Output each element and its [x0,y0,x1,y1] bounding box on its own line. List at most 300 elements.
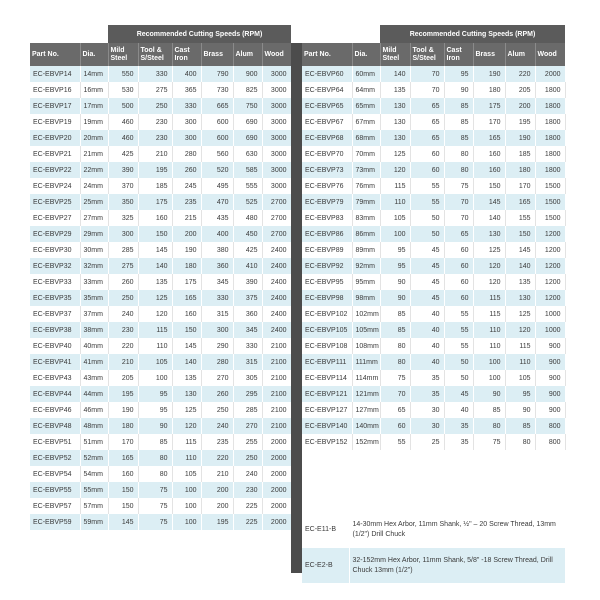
rpm-cell: 1800 [535,98,565,114]
rpm-cell: 105 [505,370,535,386]
rpm-cell: 200 [201,482,233,498]
part-number-cell: EC-EBVP121 [302,386,352,402]
rpm-cell: 3000 [262,82,291,98]
diameter-cell: 105mm [352,322,380,338]
table-row [30,386,291,402]
rpm-cell: 50 [444,354,473,370]
table-row [30,466,291,482]
rpm-cell: 80 [138,450,172,466]
rpm-cell: 160 [108,466,138,482]
rpm-cell: 230 [138,130,172,146]
part-number-cell: EC-EBVP21 [30,146,80,162]
rpm-cell: 245 [172,178,201,194]
rpm-cell: 165 [172,290,201,306]
rpm-cell: 345 [201,274,233,290]
rpm-cell: 260 [172,162,201,178]
rpm-cell: 65 [380,402,410,418]
table-row [30,114,291,130]
diameter-cell: 152mm [352,434,380,450]
rpm-cell: 3000 [262,162,291,178]
right-col-header: Cast Iron [444,43,473,66]
table-row [30,482,291,498]
part-number-cell: EC-EBVP127 [302,402,352,418]
rpm-cell: 65 [410,114,444,130]
rpm-cell: 120 [505,322,535,338]
rpm-cell: 110 [473,338,505,354]
part-number-cell: EC-EBVP60 [302,66,352,82]
rpm-cell: 3000 [262,114,291,130]
rpm-cell: 330 [233,338,262,354]
rpm-cell: 585 [233,162,262,178]
table-row [302,82,565,98]
rpm-cell: 60 [444,274,473,290]
left-col-header: Cast Iron [172,43,201,66]
right-col-header: Tool & S/Steel [410,43,444,66]
part-number-cell: EC-EBVP89 [302,242,352,258]
part-number-cell: EC-EBVP152 [302,434,352,450]
rpm-cell: 3000 [262,98,291,114]
rpm-cell: 1800 [535,146,565,162]
rpm-cell: 2400 [262,290,291,306]
rpm-cell: 3000 [262,146,291,162]
rpm-cell: 240 [108,306,138,322]
rpm-cell: 220 [108,338,138,354]
rpm-cell: 130 [380,98,410,114]
rpm-cell: 40 [410,354,444,370]
part-number-cell: EC-EBVP33 [30,274,80,290]
rpm-cell: 80 [444,146,473,162]
rpm-cell: 300 [172,130,201,146]
rpm-cell: 220 [505,66,535,82]
rpm-cell: 250 [233,450,262,466]
rpm-cell: 110 [380,194,410,210]
rpm-cell: 55 [380,434,410,450]
rpm-cell: 90 [505,402,535,418]
rpm-cell: 135 [138,274,172,290]
rpm-cell: 100 [380,226,410,242]
table-row [302,418,565,434]
rpm-cell: 1000 [535,306,565,322]
rpm-cell: 40 [444,402,473,418]
table-row [30,306,291,322]
rpm-cell: 160 [138,210,172,226]
right-col-header: Brass [473,43,505,66]
part-number-cell: EC-EBVP44 [30,386,80,402]
table-row [30,178,291,194]
rpm-cell: 110 [473,322,505,338]
part-number-cell: EC-EBVP17 [30,98,80,114]
rpm-cell: 75 [473,434,505,450]
rpm-cell: 95 [380,258,410,274]
rpm-cell: 900 [535,354,565,370]
rpm-cell: 230 [233,482,262,498]
rpm-cell: 115 [473,306,505,322]
part-number-cell: EC-EBVP54 [30,466,80,482]
rpm-cell: 135 [380,82,410,98]
rpm-cell: 125 [172,402,201,418]
diameter-cell: 68mm [352,130,380,146]
rpm-cell: 85 [444,114,473,130]
table-row [302,386,565,402]
rpm-cell: 450 [233,226,262,242]
diameter-cell: 38mm [80,322,108,338]
rpm-cell: 90 [138,418,172,434]
rpm-cell: 145 [505,242,535,258]
diameter-cell: 92mm [352,258,380,274]
rpm-cell: 195 [138,162,172,178]
rpm-cell: 150 [505,226,535,242]
note-part-number: EC-E2-B [302,548,349,583]
rpm-cell: 150 [108,482,138,498]
rpm-cell: 105 [172,466,201,482]
diameter-cell: 48mm [80,418,108,434]
rpm-cell: 155 [505,210,535,226]
rpm-cell: 325 [108,210,138,226]
diameter-cell: 32mm [80,258,108,274]
right-col-header: Dia. [352,43,380,66]
rpm-cell: 60 [410,162,444,178]
rpm-cell: 180 [505,162,535,178]
rpm-cell: 180 [172,258,201,274]
rpm-cell: 2000 [262,434,291,450]
rpm-cell: 85 [505,418,535,434]
diameter-cell: 54mm [80,466,108,482]
rpm-cell: 285 [233,402,262,418]
table-row [30,226,291,242]
rpm-cell: 560 [201,146,233,162]
table-row [30,162,291,178]
rpm-cell: 130 [172,386,201,402]
diameter-cell: 37mm [80,306,108,322]
rpm-cell: 330 [201,290,233,306]
rpm-cell: 235 [172,194,201,210]
diameter-cell: 16mm [80,82,108,98]
rpm-cell: 180 [473,82,505,98]
diameter-cell: 76mm [352,178,380,194]
rpm-cell: 95 [505,386,535,402]
panel-divider [291,43,302,573]
table-row [30,242,291,258]
rpm-cell: 90 [473,386,505,402]
rpm-cell: 2100 [262,402,291,418]
part-number-cell: EC-EBVP43 [30,370,80,386]
rpm-cell: 85 [380,322,410,338]
rpm-cell: 205 [108,370,138,386]
rpm-cell: 250 [138,98,172,114]
part-number-cell: EC-EBVP25 [30,194,80,210]
rpm-cell: 145 [172,338,201,354]
table-row [30,210,291,226]
part-number-cell: EC-EBVP86 [302,226,352,242]
rpm-cell: 60 [410,146,444,162]
table-row [30,402,291,418]
note-part-number: EC-E11-B [302,511,349,548]
part-number-cell: EC-EBVP140 [302,418,352,434]
diameter-cell: 20mm [80,130,108,146]
table-row [302,258,565,274]
rpm-cell: 350 [108,194,138,210]
rpm-cell: 80 [505,434,535,450]
rpm-cell: 190 [505,130,535,146]
rpm-cell: 1500 [535,194,565,210]
table-row [30,258,291,274]
diameter-cell: 25mm [80,194,108,210]
rpm-cell: 100 [473,370,505,386]
rpm-cell: 30 [410,402,444,418]
rpm-cell: 45 [410,258,444,274]
rpm-cell: 170 [108,434,138,450]
rpm-cell: 205 [505,82,535,98]
rpm-cell: 1800 [535,82,565,98]
part-number-cell: EC-EBVP48 [30,418,80,434]
part-number-cell: EC-EBVP68 [302,130,352,146]
note-description: 14-30mm Hex Arbor, 11mm Shank, ½" – 20 Screw Thread, 13mm (1/2") Drill Chuck [349,511,565,548]
rpm-cell: 390 [233,274,262,290]
part-number-cell: EC-EBVP16 [30,82,80,98]
rpm-cell: 230 [108,322,138,338]
rpm-cell: 160 [172,306,201,322]
rpm-cell: 750 [233,98,262,114]
table-row [30,514,291,530]
rpm-cell: 1500 [535,178,565,194]
rpm-cell: 150 [108,498,138,514]
rpm-cell: 60 [444,242,473,258]
rpm-cell: 35 [410,386,444,402]
rpm-cell: 280 [172,146,201,162]
rpm-cell: 100 [172,514,201,530]
rpm-cell: 85 [473,402,505,418]
part-number-cell: EC-EBVP67 [302,114,352,130]
diameter-cell: 17mm [80,98,108,114]
rpm-cell: 410 [233,258,262,274]
rpm-cell: 2100 [262,370,291,386]
rpm-cell: 140 [138,258,172,274]
diameter-cell: 86mm [352,226,380,242]
rpm-cell: 60 [444,290,473,306]
part-number-cell: EC-EBVP19 [30,114,80,130]
rpm-cell: 185 [138,178,172,194]
rpm-cell: 55 [444,322,473,338]
rpm-cell: 370 [108,178,138,194]
diameter-cell: 14mm [80,66,108,82]
part-number-cell: EC-EBVP92 [302,258,352,274]
rpm-cell: 2100 [262,354,291,370]
rpm-cell: 60 [380,418,410,434]
rpm-cell: 345 [233,322,262,338]
rpm-cell: 400 [172,66,201,82]
rpm-cell: 825 [233,82,262,98]
rpm-cell: 1800 [535,130,565,146]
part-number-cell: EC-EBVP70 [302,146,352,162]
diameter-cell: 33mm [80,274,108,290]
note-row [302,548,565,583]
rpm-cell: 105 [138,354,172,370]
right-column-headers [302,43,565,66]
rpm-cell: 65 [410,130,444,146]
table-row [30,290,291,306]
diameter-cell: 98mm [352,290,380,306]
diameter-cell: 21mm [80,146,108,162]
rpm-cell: 270 [233,418,262,434]
rpm-cell: 600 [201,130,233,146]
rpm-cell: 140 [380,66,410,82]
rpm-cell: 145 [138,242,172,258]
rpm-cell: 125 [505,306,535,322]
rpm-cell: 85 [444,98,473,114]
rpm-cell: 230 [138,114,172,130]
rpm-cell: 105 [380,210,410,226]
diameter-cell: 46mm [80,402,108,418]
rpm-cell: 555 [233,178,262,194]
rpm-cell: 130 [473,226,505,242]
diameter-cell: 60mm [352,66,380,82]
rpm-cell: 225 [233,498,262,514]
rpm-cell: 225 [233,514,262,530]
part-number-cell: EC-EBVP32 [30,258,80,274]
diameter-cell: 114mm [352,370,380,386]
diameter-cell: 89mm [352,242,380,258]
left-column-headers [30,43,291,66]
left-col-header: Part No. [30,43,80,66]
rpm-cell: 100 [138,370,172,386]
diameter-cell: 95mm [352,274,380,290]
rpm-cell: 425 [108,146,138,162]
rpm-cell: 2700 [262,194,291,210]
rpm-cell: 2700 [262,226,291,242]
diameter-cell: 29mm [80,226,108,242]
rpm-cell: 110 [505,354,535,370]
rpm-cell: 40 [410,322,444,338]
rpm-cell: 210 [138,146,172,162]
rpm-cell: 75 [138,498,172,514]
table-row [302,114,565,130]
rpm-cell: 120 [473,258,505,274]
part-number-cell: EC-EBVP52 [30,450,80,466]
table-row [30,274,291,290]
diameter-cell: 102mm [352,306,380,322]
diameter-cell: 83mm [352,210,380,226]
rpm-cell: 195 [108,386,138,402]
rpm-cell: 2400 [262,274,291,290]
rpm-cell: 900 [233,66,262,82]
rpm-cell: 95 [380,242,410,258]
diameter-cell: 44mm [80,386,108,402]
rpm-cell: 70 [444,194,473,210]
part-number-cell: EC-EBVP79 [302,194,352,210]
rpm-cell: 3000 [262,66,291,82]
table-row [30,450,291,466]
rpm-cell: 2000 [262,482,291,498]
part-number-cell: EC-EBVP64 [302,82,352,98]
rpm-cell: 290 [201,338,233,354]
rpm-cell: 1200 [535,258,565,274]
rpm-cell: 165 [108,450,138,466]
rpm-cell: 25 [410,434,444,450]
rpm-cell: 190 [172,242,201,258]
part-number-cell: EC-EBVP14 [30,66,80,82]
right-col-header: Part No. [302,43,352,66]
table-row [30,322,291,338]
table-row [30,370,291,386]
rpm-cell: 215 [172,210,201,226]
table-row [302,178,565,194]
rpm-cell: 3000 [262,130,291,146]
part-number-cell: EC-EBVP55 [30,482,80,498]
diameter-cell: 30mm [80,242,108,258]
rpm-cell: 2000 [535,66,565,82]
diameter-cell: 55mm [80,482,108,498]
rpm-cell: 195 [505,114,535,130]
table-row [30,194,291,210]
rpm-cell: 180 [108,418,138,434]
rpm-cell: 70 [410,66,444,82]
rpm-cell: 120 [172,418,201,434]
diameter-cell: 35mm [80,290,108,306]
rpm-cell: 165 [473,130,505,146]
rpm-cell: 275 [138,82,172,98]
diameter-cell: 127mm [352,402,380,418]
rpm-cell: 2000 [262,450,291,466]
rpm-cell: 90 [380,290,410,306]
rpm-cell: 300 [108,226,138,242]
right-col-header: Wood [535,43,565,66]
diameter-cell: 64mm [352,82,380,98]
rpm-cell: 1800 [535,114,565,130]
rpm-cell: 160 [473,146,505,162]
rpm-cell: 150 [138,226,172,242]
rpm-cell: 240 [201,418,233,434]
rpm-cell: 520 [201,162,233,178]
table-row [30,82,291,98]
rpm-cell: 220 [201,450,233,466]
part-number-cell: EC-EBVP114 [302,370,352,386]
table-row [302,98,565,114]
rpm-cell: 275 [108,258,138,274]
table-row [30,146,291,162]
rpm-cell: 730 [201,82,233,98]
rpm-cell: 115 [505,338,535,354]
rpm-cell: 120 [380,162,410,178]
left-col-header: Wood [262,43,291,66]
rpm-cell: 75 [138,482,172,498]
part-number-cell: EC-EBVP57 [30,498,80,514]
diameter-cell: 22mm [80,162,108,178]
rpm-cell: 900 [535,402,565,418]
rpm-cell: 2400 [262,306,291,322]
rpm-cell: 200 [505,98,535,114]
rpm-cell: 70 [444,210,473,226]
diameter-cell: 43mm [80,370,108,386]
rpm-cell: 45 [444,386,473,402]
rpm-cell: 190 [108,402,138,418]
rpm-cell: 45 [410,274,444,290]
rpm-cell: 135 [172,370,201,386]
rpm-cell: 80 [138,466,172,482]
rpm-cell: 360 [201,258,233,274]
rpm-cell: 300 [172,114,201,130]
rpm-cell: 305 [233,370,262,386]
diameter-cell: 108mm [352,338,380,354]
table-row [30,434,291,450]
rpm-cell: 400 [201,226,233,242]
table-row [302,354,565,370]
rpm-cell: 2000 [262,514,291,530]
rpm-cell: 195 [201,514,233,530]
rpm-cell: 135 [505,274,535,290]
table-row [302,242,565,258]
rpm-cell: 200 [201,498,233,514]
rpm-cell: 130 [505,290,535,306]
